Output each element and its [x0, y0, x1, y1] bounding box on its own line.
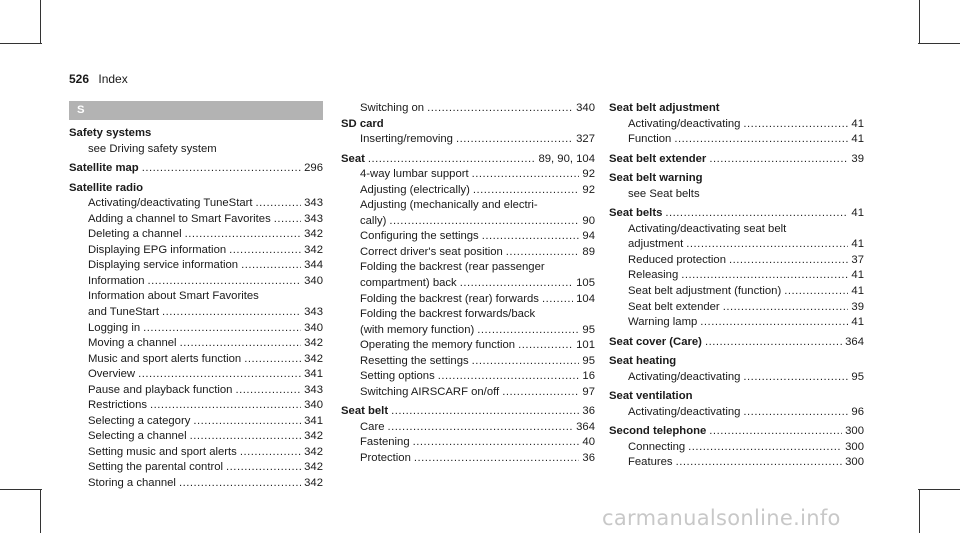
subentry-text: Adding a channel to Smart Favorites [88, 212, 271, 225]
index-subentry [609, 300, 864, 316]
dot-leader [472, 167, 580, 183]
page-reference[interactable]: 94 [582, 230, 595, 243]
index-subentry [341, 292, 595, 308]
index-entry [69, 161, 323, 177]
dot-leader [179, 476, 301, 492]
index-subentry [341, 101, 595, 117]
page-header [69, 72, 128, 86]
page-reference[interactable]: 41 [851, 269, 864, 282]
page-reference[interactable]: 300 [845, 456, 864, 469]
subentry-text: Adjusting (electrically) [360, 183, 470, 196]
dot-leader [427, 101, 573, 117]
entry-keyword: Seat [341, 152, 365, 165]
page-reference[interactable]: 342 [304, 228, 323, 241]
subentry-text: Information about Smart Favorites [88, 290, 259, 303]
index-subentry [341, 260, 595, 276]
entry-keyword: Safety systems [69, 127, 152, 139]
page-reference[interactable]: 342 [304, 352, 323, 365]
index-subentry [609, 253, 864, 269]
crop-mark [918, 489, 960, 490]
entry-keyword: Satellite radio [69, 181, 144, 194]
index-entry [609, 389, 864, 405]
subentry-text: see Driving safety system [88, 142, 217, 155]
page-reference[interactable]: 96 [851, 405, 864, 418]
dot-leader [784, 284, 848, 300]
page-reference[interactable]: 364 [576, 420, 595, 433]
page-reference[interactable]: 343 [304, 197, 323, 210]
subentry-text: Information [88, 274, 145, 287]
dot-leader [150, 398, 301, 414]
page-reference[interactable]: 342 [304, 445, 323, 458]
page-reference[interactable]: 342 [304, 430, 323, 443]
index-subentry [609, 268, 864, 284]
dot-leader [185, 227, 302, 243]
dot-leader [256, 196, 302, 212]
dot-leader [482, 229, 580, 245]
subentry-text: cally) [360, 214, 387, 227]
subentry-text: Setting options [360, 370, 435, 383]
index-subentry [341, 420, 595, 436]
entry-keyword: Satellite map [69, 162, 139, 175]
index-subentry [609, 117, 864, 133]
index-entry [341, 404, 595, 420]
page-reference[interactable]: 343 [304, 383, 323, 396]
index-column-2 [341, 101, 595, 467]
index-subentry [69, 336, 323, 352]
page-reference[interactable]: 344 [304, 259, 323, 272]
index-subentry [69, 476, 323, 492]
entry-keyword: Seat belt [341, 405, 389, 418]
page-reference[interactable]: 41 [851, 133, 864, 146]
subentry-text: Folding the backrest (rear) forwards [360, 292, 539, 305]
page-reference[interactable]: 36 [582, 452, 595, 465]
index-subentry [69, 321, 323, 337]
page-reference[interactable]: 40 [582, 436, 595, 449]
dot-leader [240, 445, 301, 461]
index-subentry [341, 132, 595, 148]
entry-keyword: Seat cover (Care) [609, 335, 702, 348]
dot-leader [477, 323, 579, 339]
index-subentry [609, 405, 864, 421]
page-reference[interactable]: 92 [582, 183, 595, 196]
index-subentry [341, 307, 595, 323]
crop-mark [0, 43, 42, 44]
index-subentry [341, 245, 595, 261]
dot-leader [389, 214, 579, 230]
section-letter: S [77, 104, 85, 116]
entry-keyword: Seat belt extender [609, 152, 707, 165]
page-reference[interactable]: 41 [851, 207, 864, 220]
index-subentry [341, 369, 595, 385]
dot-leader [148, 274, 302, 290]
dot-leader [368, 152, 536, 168]
dot-leader [142, 161, 301, 177]
index-entry [609, 206, 864, 222]
index-subentry [609, 187, 864, 203]
subentry-text: Fastening [360, 436, 410, 449]
index-subentry [69, 367, 323, 383]
subentry-text: Displaying EPG information [88, 243, 227, 256]
subentry-text: Configuring the settings [360, 230, 479, 243]
page-reference[interactable]: 300 [845, 440, 864, 453]
index-subentry [69, 274, 323, 290]
dot-leader [190, 429, 302, 445]
page-reference[interactable]: 104 [576, 292, 595, 305]
dot-leader [676, 455, 843, 471]
index-subentry [609, 440, 864, 456]
index-subentry [341, 323, 595, 339]
page-reference[interactable]: 343 [304, 306, 323, 319]
page-reference[interactable]: 41 [851, 117, 864, 130]
crop-mark [0, 489, 42, 490]
subentry-text: Connecting [628, 440, 686, 453]
dot-leader [518, 338, 573, 354]
subentry-text: Activating/deactivating seat belt [628, 222, 787, 235]
subentry-text: Storing a channel [88, 477, 176, 490]
dot-leader [180, 336, 302, 352]
section-letter-bar [69, 101, 323, 120]
dot-leader [274, 212, 301, 228]
page-reference[interactable]: 41 [851, 316, 864, 329]
index-subentry [341, 167, 595, 183]
index-subentry [609, 455, 864, 471]
dot-leader [226, 460, 301, 476]
dot-leader [388, 420, 574, 436]
index-subentry [341, 198, 595, 214]
page-reference[interactable]: 95 [582, 354, 595, 367]
dot-leader [473, 183, 580, 199]
subentry-text: Displaying service information [88, 259, 239, 272]
dot-leader [244, 352, 301, 368]
subentry-text: Resetting the settings [360, 354, 469, 367]
page-reference[interactable]: 37 [851, 253, 864, 266]
index-entry [609, 354, 864, 370]
subentry-text: Inserting/removing [360, 133, 453, 146]
index-subentry [341, 276, 595, 292]
subentry-text: Activating/deactivating [628, 117, 741, 130]
page-reference[interactable]: 340 [576, 102, 595, 114]
subentry-text: Function [628, 133, 672, 146]
page-reference[interactable]: 342 [304, 461, 323, 474]
index-subentry [341, 229, 595, 245]
subentry-text: Setting the parental control [88, 461, 224, 474]
page-reference[interactable]: 41 [851, 238, 864, 251]
index-subentry [341, 435, 595, 451]
index-subentry [609, 315, 864, 331]
entry-keyword: SD card [341, 117, 384, 130]
page-reference[interactable]: 300 [845, 425, 864, 438]
page-reference[interactable]: 296 [304, 162, 323, 175]
dot-leader [229, 243, 301, 259]
page-reference[interactable]: 364 [845, 335, 864, 348]
index-subentry [341, 338, 595, 354]
index-subentry [69, 383, 323, 399]
subentry-text: Moving a channel [88, 337, 177, 350]
dot-leader [241, 258, 301, 274]
page-reference[interactable]: 342 [304, 243, 323, 256]
dot-leader [743, 405, 848, 421]
subentry-text: Warning lamp [628, 316, 698, 329]
watermark: carmanualsonline.info [602, 506, 841, 530]
entry-keyword: Seat ventilation [609, 390, 693, 403]
subentry-text: Activating/deactivating TuneStart [88, 197, 253, 210]
subentry-text: Releasing [628, 269, 679, 282]
entry-keyword: Seat belt adjustment [609, 102, 720, 114]
subentry-text: Activating/deactivating [628, 405, 741, 418]
index-entry [609, 101, 864, 117]
dot-leader [723, 300, 849, 316]
dot-leader [472, 354, 580, 370]
dot-leader [705, 335, 842, 351]
subentry-text: and TuneStart [88, 306, 159, 319]
entry-keyword: Seat belts [609, 207, 663, 220]
dot-leader [729, 253, 848, 269]
page-reference[interactable]: 41 [851, 285, 864, 298]
page-reference[interactable]: 97 [582, 385, 595, 398]
index-subentry [69, 258, 323, 274]
page-reference[interactable]: 105 [576, 277, 595, 290]
subentry-text: Protection [360, 452, 411, 465]
index-entry [69, 181, 323, 197]
page-reference[interactable]: 89 [582, 245, 595, 258]
dot-leader [674, 132, 848, 148]
index-subentry [69, 289, 323, 305]
index-entry [609, 171, 864, 187]
subentry-text: Switching AIRSCARF on/off [360, 385, 500, 398]
index-subentry [69, 227, 323, 243]
dot-leader [665, 206, 848, 222]
crop-mark [919, 489, 920, 533]
entry-keyword: Seat heating [609, 355, 677, 368]
dot-leader [143, 321, 301, 337]
subentry-text: Logging in [88, 321, 141, 334]
dot-leader [438, 369, 580, 385]
subentry-text: Seat belt adjustment (function) [628, 285, 782, 298]
page-reference[interactable]: 341 [304, 414, 323, 427]
index-subentry [69, 196, 323, 212]
dot-leader [700, 315, 848, 331]
index-entry [341, 152, 595, 168]
index-subentry [341, 214, 595, 230]
subentry-text: Selecting a channel [88, 430, 187, 443]
page-reference[interactable]: 342 [304, 337, 323, 350]
subentry-text: Deleting a channel [88, 228, 182, 241]
page-reference[interactable]: 341 [304, 368, 323, 381]
dot-leader [391, 404, 579, 420]
index-subentry [69, 243, 323, 259]
crop-mark [40, 0, 41, 44]
index-subentry [69, 398, 323, 414]
subentry-text: 4-way lumbar support [360, 168, 469, 181]
subentry-text: Setting music and sport alerts [88, 445, 237, 458]
dot-leader [456, 132, 573, 148]
dot-leader [688, 440, 842, 456]
entry-keyword: Second telephone [609, 425, 707, 438]
dot-leader [193, 414, 301, 430]
dot-leader [709, 152, 848, 168]
dot-leader [743, 370, 848, 386]
subentry-text: Music and sport alerts function [88, 352, 242, 365]
index-subentry [609, 284, 864, 300]
page-reference[interactable]: 340 [304, 274, 323, 287]
dot-leader [709, 424, 842, 440]
page-reference[interactable]: 101 [576, 339, 595, 352]
page-reference[interactable]: 340 [304, 399, 323, 412]
dot-leader [506, 245, 580, 261]
subentry-text: Seat belt extender [628, 300, 720, 313]
dot-leader [138, 367, 301, 383]
entry-keyword: Seat belt warning [609, 172, 703, 185]
index-subentry [609, 132, 864, 148]
page-reference[interactable]: 39 [851, 300, 864, 313]
index-entry [609, 424, 864, 440]
page-title: Index [98, 72, 128, 86]
index-subentry [69, 445, 323, 461]
page-reference[interactable]: 95 [851, 370, 864, 383]
subentry-text: Features [628, 456, 673, 469]
subentry-text: Reduced protection [628, 253, 726, 266]
page-reference[interactable]: 16 [582, 370, 595, 383]
index-subentry [69, 429, 323, 445]
index-subentry [341, 354, 595, 370]
index-entry [69, 126, 323, 142]
subentry-text: adjustment [628, 238, 684, 251]
subentry-text: see Seat belts [628, 187, 700, 200]
index-subentry [609, 222, 864, 238]
subentry-text: (with memory function) [360, 323, 475, 336]
page-reference[interactable]: 343 [304, 212, 323, 225]
index-subentry [69, 460, 323, 476]
page-reference[interactable]: 90 [582, 214, 595, 227]
subentry-text: Operating the memory function [360, 339, 516, 352]
subentry-text: Care [360, 420, 385, 433]
dot-leader [460, 276, 573, 292]
page-number: 526 [69, 72, 90, 86]
subentry-text: Folding the backrest (rear passenger [360, 261, 545, 274]
subentry-text: Correct driver's seat position [360, 245, 503, 258]
index-subentry [341, 451, 595, 467]
subentry-text: Folding the backrest forwards/back [360, 308, 536, 321]
dot-leader [414, 451, 580, 467]
subentry-text: compartment) back [360, 277, 457, 290]
crop-mark [918, 43, 960, 44]
index-subentry [69, 352, 323, 368]
page-reference[interactable]: 39 [851, 152, 864, 165]
index-subentry [609, 370, 864, 386]
index-entry [609, 152, 864, 168]
index-subentry [609, 237, 864, 253]
crop-mark [40, 489, 41, 533]
index-subentry [341, 385, 595, 401]
index-subentry [69, 212, 323, 228]
subentry-text: Selecting a category [88, 414, 191, 427]
dot-leader [542, 292, 573, 308]
subentry-text: Activating/deactivating [628, 370, 741, 383]
page-reference[interactable]: 36 [582, 405, 595, 418]
index-column-1 [69, 101, 323, 492]
page-reference[interactable]: 340 [304, 321, 323, 334]
dot-leader [502, 385, 579, 401]
page-reference[interactable]: 95 [582, 323, 595, 336]
dot-leader [686, 237, 848, 253]
index-entry [609, 335, 864, 351]
subentry-text: Overview [88, 368, 136, 381]
page-reference[interactable]: 92 [582, 168, 595, 181]
index-entry [341, 117, 595, 133]
dot-leader [743, 117, 848, 133]
index-column-3 [609, 101, 864, 471]
index-subentry [69, 414, 323, 430]
page-reference[interactable]: 342 [304, 477, 323, 490]
dot-leader [681, 268, 848, 284]
subentry-text: Switching on [360, 102, 425, 114]
crop-mark [919, 0, 920, 44]
page-reference[interactable]: 327 [576, 133, 595, 146]
index-subentry [69, 142, 323, 158]
subentry-text: Adjusting (mechanically and electri- [360, 199, 538, 212]
page-reference[interactable]: 89, 90, 104 [538, 152, 595, 165]
dot-leader [235, 383, 301, 399]
subentry-text: Pause and playback function [88, 383, 233, 396]
subentry-text: Restrictions [88, 399, 148, 412]
dot-leader [413, 435, 580, 451]
index-subentry [69, 305, 323, 321]
index-subentry [341, 183, 595, 199]
dot-leader [162, 305, 301, 321]
